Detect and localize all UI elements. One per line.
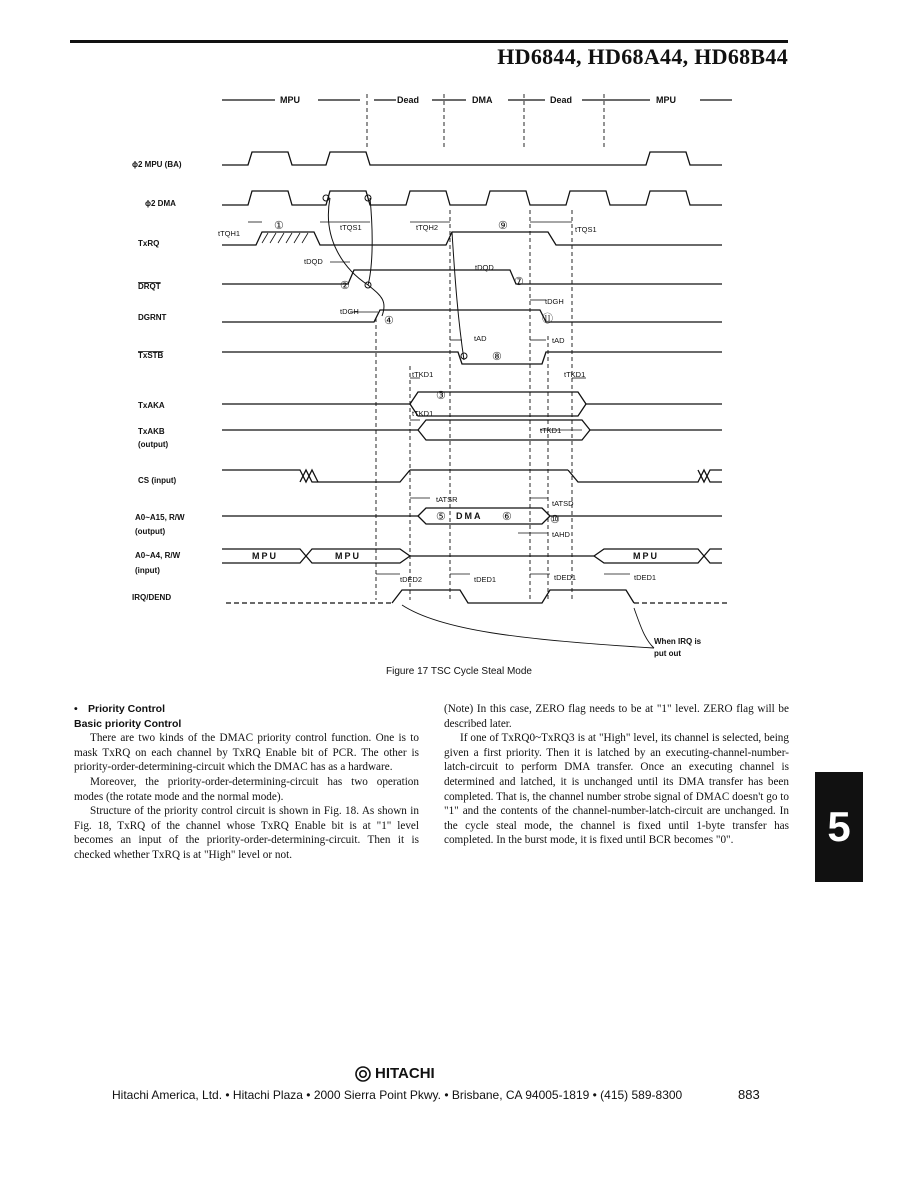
phase-dead-1: Dead (397, 95, 420, 105)
subsection-heading: Basic priority Control (74, 717, 182, 730)
t-dgh: tDGH (340, 307, 359, 316)
figure-caption: Figure 17 TSC Cycle Steal Mode (386, 666, 532, 677)
marker-11: ⑪ (542, 313, 553, 325)
signal-addr-in: A0~A4, R/W (135, 551, 181, 560)
signal-txstb: TxSTB (138, 351, 164, 360)
signal-drqt: DRQT (138, 282, 161, 291)
t-tqh2: tTQH2 (416, 223, 439, 232)
bullet-icon: • (74, 703, 78, 715)
signal-irq-dend: IRQ/DEND (132, 593, 172, 602)
body-left-column (74, 702, 419, 863)
signal-txaka: TxAKA (138, 401, 165, 410)
t-tkd1-3: tTKD1 (412, 409, 434, 418)
t-tkd1: tTKD1 (412, 370, 434, 379)
t-tkd1-2: tTKD1 (564, 370, 586, 379)
note-paragraph (444, 702, 789, 731)
t-ded1-c: tDED1 (634, 573, 657, 582)
hitachi-logo (355, 1065, 435, 1082)
note-line-1: When IRQ is (654, 637, 702, 646)
phase-dead-2: Dead (550, 95, 573, 105)
paragraph: Moreover, the priority-order-determining-circuit has two operation modes (the rotate mode and the normal mode). (74, 775, 419, 803)
marker-5: ⑤ (436, 511, 446, 523)
marker-1: ① (274, 220, 284, 232)
bus-mpu-3: MPU (633, 551, 659, 561)
t-tqs1: tTQS1 (340, 223, 362, 232)
bus-dma: DMA (456, 511, 483, 521)
logo-text: HITACHI (375, 1065, 435, 1082)
note-text: In this case, ZERO flag needs to be at "1" level. ZERO flag will be described later. (444, 703, 789, 730)
t-ad: tAD (474, 334, 487, 343)
paragraph: If one of TxRQ0~TxRQ3 is at "High" level, its channel is selected, being given a first priority. Then it is latched by an executing-channel-number-latch-circuit to perform DMA transfer. Once an executing channel is determined and latched, it is unchanged until its DMA transfer has been completed. That is, the channel number strobe signal of DMAC doesn't go to "1" and the contents of the channel-number-latch-circuit are unchanged. In the cycle steal mode, the channel is fixed until 1-byte transfer has completed. In the burst mode, it is fixed until BCR becomes "0". (444, 732, 789, 847)
marker-7: ⑦ (514, 276, 524, 288)
t-atsr: tATSR (436, 495, 458, 504)
marker-3: ③ (436, 390, 446, 402)
signal-phi2-mpu: ϕ2 MPU (BA) (132, 160, 182, 169)
footer-address: Hitachi America, Ltd. • Hitachi Plaza • 2000 Sierra Point Pkwy. • Brisbane, CA 94005-1819 • (415) 589-8300 (112, 1088, 683, 1102)
marker-8: ⑧ (492, 351, 502, 363)
t-ahd: tAHD (552, 530, 570, 539)
signal-cs: CS (input) (138, 476, 177, 485)
page-header-title: HD6844, HD68A44, HD68B44 (497, 44, 788, 69)
hitachi-emblem-icon (355, 1066, 371, 1082)
note-line-2: put out (654, 649, 682, 658)
section-tab: 5 (815, 772, 863, 882)
phase-mpu-2: MPU (656, 95, 676, 105)
phase-mpu-1: MPU (280, 95, 300, 105)
note-label: (Note) (444, 703, 474, 715)
signal-phi2-dma: ϕ2 DMA (145, 199, 176, 208)
signal-txrq: TxRQ (138, 239, 160, 248)
body-right-column (444, 702, 789, 848)
t-atsd: tATSD (552, 499, 574, 508)
t-dqd: tDQD (304, 257, 323, 266)
t-tqs1-b: tTQS1 (575, 225, 597, 234)
t-tkd1-4: tTKD1 (540, 426, 562, 435)
t-dgh-2: tDGH (545, 297, 564, 306)
signal-addr-out-sub: (output) (135, 527, 166, 536)
marker-6: ⑥ (502, 511, 512, 523)
marker-9: ⑨ (498, 220, 508, 232)
signal-txakb: TxAKB (138, 427, 165, 436)
t-ded1-b: tDED1 (554, 573, 577, 582)
bus-mpu-2: MPU (335, 551, 361, 561)
marker-4: ④ (384, 315, 394, 327)
t-ded1: tDED1 (474, 575, 497, 584)
t-ded2: tDED2 (400, 575, 423, 584)
marker-2: ② (340, 280, 350, 292)
paragraph: Structure of the priority control circuit is shown in Fig. 18. As shown in Fig. 18, TxRQ of the channel whose TxRQ Enable bit is at "1" level becomes an input of the priority-order-determining-circuit. Then it is checked whether TxRQ is at "High" level or not. (74, 805, 419, 861)
bus-mpu-1: MPU (252, 551, 278, 561)
signal-dgrnt: DGRNT (138, 313, 167, 322)
section-heading: • Priority Control (74, 703, 166, 715)
signal-addr-out: A0~A15, R/W (135, 513, 185, 522)
signal-txakb-sub: (output) (138, 440, 169, 449)
signal-addr-in-sub: (input) (135, 566, 160, 575)
t-tqh1: tTQH1 (218, 229, 241, 238)
paragraph: There are two kinds of the DMAC priority control function. One is to mask TxRQ on each channel by TxRQ Enable bit of PCR. The other is priority-order-determining-circuit which the DMAC has as a hardware. (74, 732, 419, 774)
page-number: 883 (738, 1087, 760, 1102)
t-dqd-2: tDQD (475, 263, 494, 272)
marker-10: ⑩ (550, 514, 560, 526)
t-ad-2: tAD (552, 336, 565, 345)
phase-dma: DMA (472, 95, 493, 105)
